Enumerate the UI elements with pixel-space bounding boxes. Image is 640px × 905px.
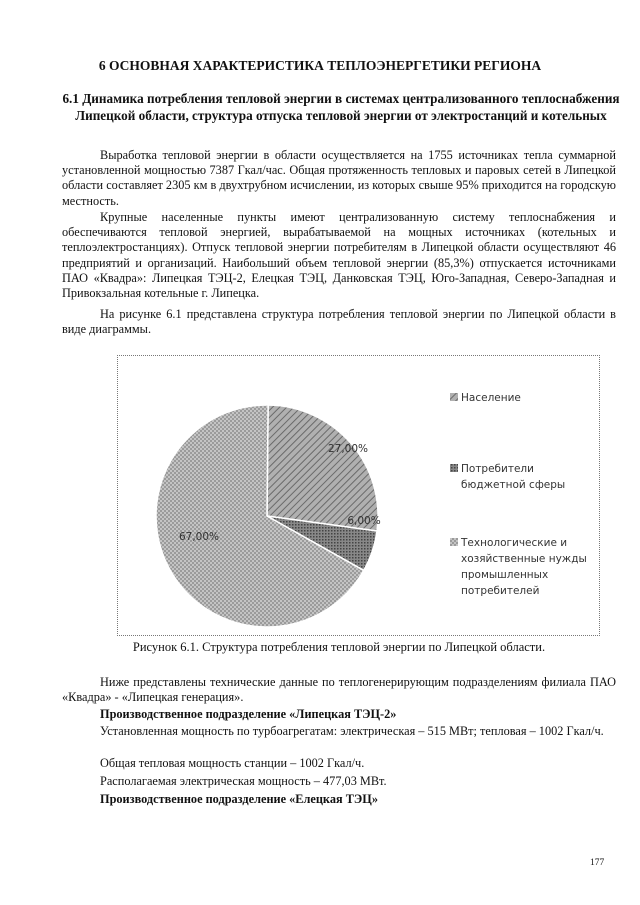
paragraph-6: Общая тепловая мощность станции – 1002 Гкал/ч. — [100, 756, 365, 770]
paragraph-4: Ниже представлены технические данные по теплогенерирующим подразделениям филиала ПАО «Квадра» - «Липецкая генерация». — [62, 675, 616, 705]
legend-entry-3-line-3: промышленных — [461, 569, 549, 581]
subdivision-heading-elets: Производственное подразделение «Елецкая ТЭЦ» — [100, 792, 378, 806]
legend-swatch-3 — [450, 538, 458, 546]
subsection-heading: 6.1 Динамика потребления тепловой энергии в системах централизованного теплоснабжения Липецкой области, структура отпуска тепловой энергии от электростанций и котельных — [62, 91, 620, 123]
legend-entry-3-line-1: Технологические и — [461, 537, 568, 549]
legend-entry-3-line-2: хозяйственные нужды — [461, 553, 587, 565]
legend-swatch-2 — [450, 464, 458, 472]
figure-caption: Рисунок 6.1. Структура потребления тепловой энергии по Липецкой области. — [132, 640, 546, 654]
legend-entry-3-line-4: потребителей — [461, 585, 540, 597]
legend-entry-2-line-1: Потребители — [461, 463, 534, 475]
section-heading: 6 ОСНОВНАЯ ХАРАКТЕРИСТИКА ТЕПЛОЭНЕРГЕТИКИ РЕГИОНА — [98, 58, 542, 73]
paragraph-1: Выработка тепловой энергии в области осуществляется на 1755 источниках тепла суммарной установленной мощностью 7387 Гкал/час. Общая протяженность тепловых и паровых сетей в Липецкой области составляет 2305 км в двухтрубном исчислении, из которых свыше 95% приходится на городскую местность. — [62, 148, 616, 208]
legend-entry-1-line-1: Население — [461, 392, 521, 404]
paragraph-2: Крупные населенные пункты имеют централизованную систему теплоснабжения и обеспечиваются тепловой энергией, вырабатываемой на мощных источниках (котельных и теплоэлектростанциях). Отпуск тепловой энергии потребителям в Липецкой области осуществляют 46 предприятий и организаций. Наибольший объем тепловой энергии (85,3%) отпускается источниками ПАО «Квадра»: Липецкая ТЭЦ-2, Елецкая ТЭЦ, Данковская ТЭЦ, Юго-Западная, Северо-Западная и Привокзальная котельные г. Липецка. — [62, 210, 616, 301]
page-number: 177 — [590, 858, 605, 868]
pie-chart-frame — [117, 355, 600, 636]
paragraph-7: Располагаемая электрическая мощность – 477,03 МВт. — [100, 774, 387, 788]
pie-data-label-3: 67,00% — [178, 531, 220, 543]
subdivision-heading-lipetsk: Производственное подразделение «Липецкая ТЭЦ-2» — [100, 707, 397, 721]
pie-slice-1 — [267, 405, 381, 531]
paragraph-3: На рисунке 6.1 представлена структура потребления тепловой энергии по Липецкой области в виде диаграммы. — [62, 307, 616, 337]
pie-data-label-1: 27,00% — [327, 443, 369, 455]
pie-chart — [118, 356, 599, 635]
pie-data-label-2: 6,00% — [347, 515, 381, 527]
paragraph-5: Установленная мощность по турбоагрегатам: электрическая – 515 МВт; тепловая – 1002 Гкал/ч. — [100, 724, 604, 738]
legend-swatch-1 — [450, 393, 458, 401]
legend-entry-2-line-2: бюджетной сферы — [461, 479, 566, 491]
